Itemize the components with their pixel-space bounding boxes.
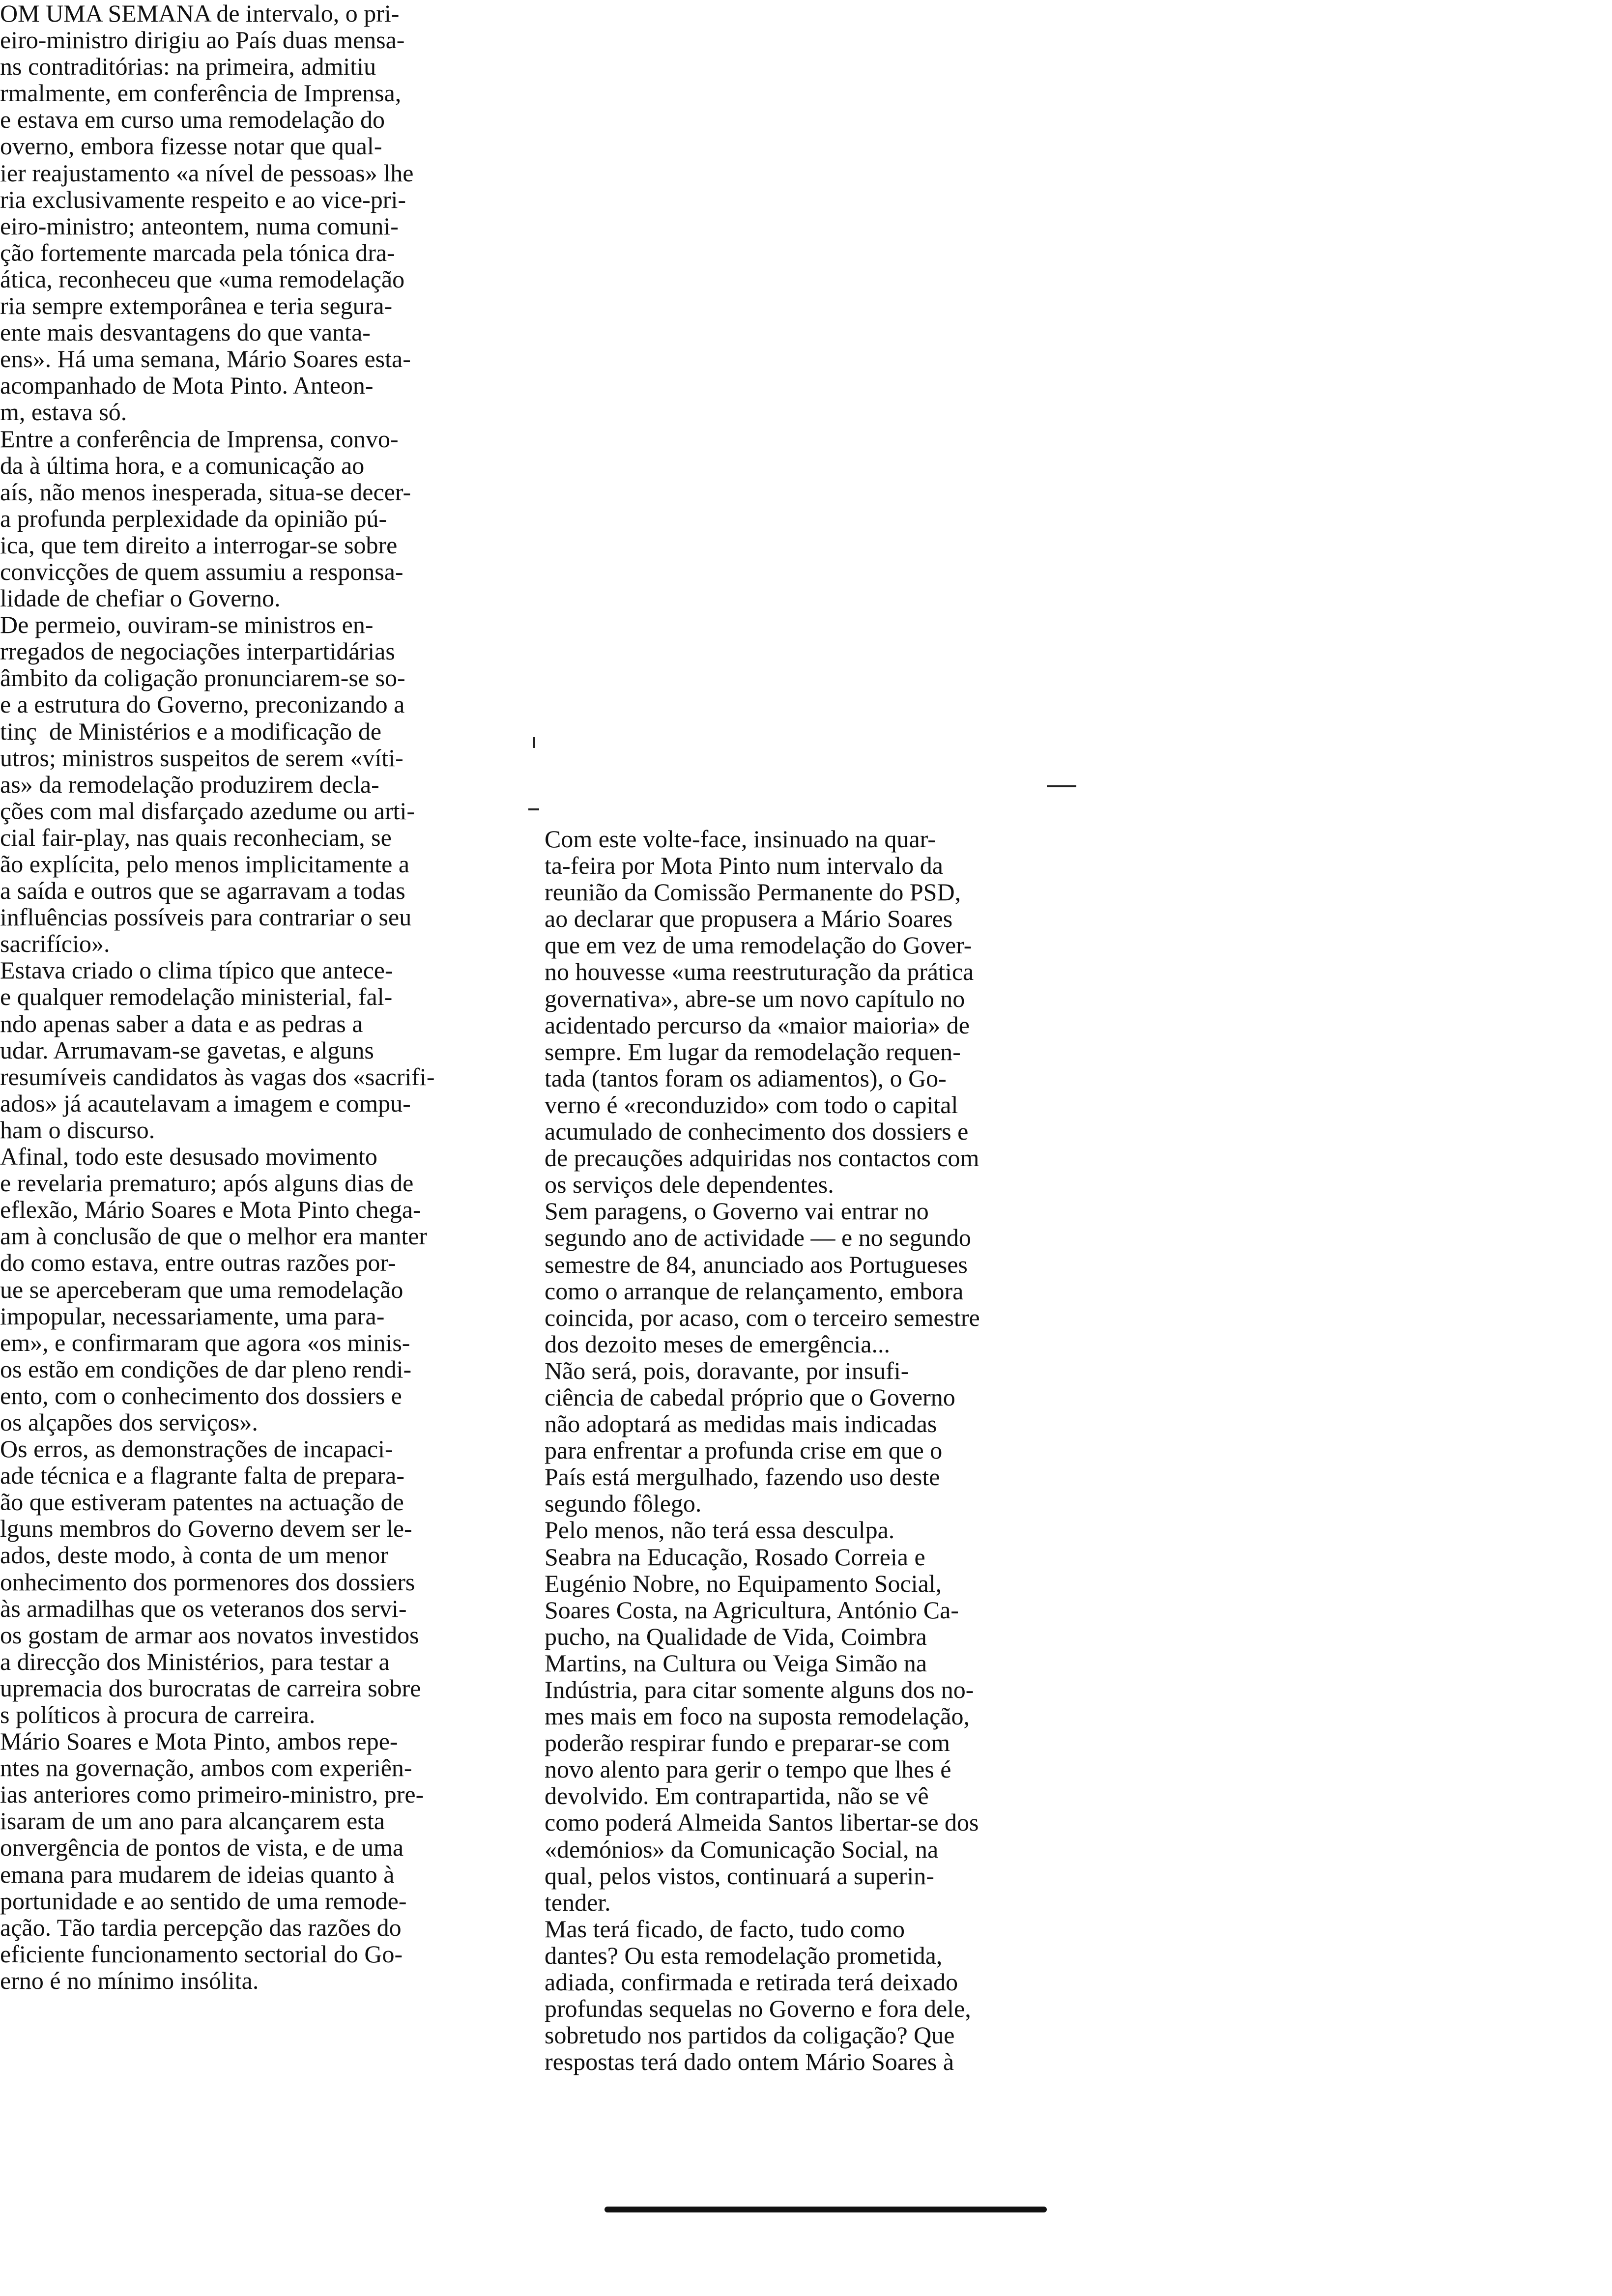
text-line: a profunda perplexidade da opinião pú- [0, 504, 387, 532]
text-line: ias anteriores como primeiro-ministro, pre- [0, 1780, 424, 1808]
text-line: tender. [545, 1888, 611, 1916]
left-column [0, 0, 516, 1994]
text-line: segundo fôlego. [545, 1490, 702, 1518]
text-line: em», e confirmaram que agora «os minis- [0, 1328, 410, 1356]
text-line: eiro-ministro dirigiu ao País duas mensa- [0, 26, 405, 54]
text-line: Sem paragens, o Governo vai entrar no [545, 1197, 929, 1225]
stray-mark [528, 808, 539, 810]
text-line: cial fair-play, nas quais reconheciam, se [0, 823, 392, 851]
text-line: Afinal, todo este desusado movimento [0, 1143, 377, 1171]
text-line: onvergência de pontos de vista, e de uma [0, 1834, 404, 1862]
text-line: rmalmente, em conferência de Imprensa, [0, 79, 402, 107]
text-line: erno é no mínimo insólita. [0, 1966, 259, 1994]
text-line: resumíveis candidatos às vagas dos «sacrifi- [0, 1062, 435, 1091]
text-line: ta-feira por Mota Pinto num intervalo da [545, 852, 943, 880]
text-line: ria sempre extemporânea e teria segura- [0, 292, 393, 320]
text-line: semestre de 84, anunciado aos Portugueses [545, 1250, 968, 1278]
text-line: acompanhado de Mota Pinto. Anteon- [0, 372, 374, 400]
text-line: como o arranque de relançamento, embora [545, 1277, 964, 1305]
text-line: lidade de chefiar o Governo. [0, 584, 281, 612]
text-line: tada (tantos foram os adiamentos), o Go- [545, 1064, 947, 1092]
text-line: Estava criado o clima típico que antece- [0, 956, 393, 984]
text-line: acidentado percurso da «maior maioria» de [545, 1011, 970, 1039]
text-line: reunião da Comissão Permanente do PSD, [545, 878, 961, 906]
text-line: Seabra na Educação, Rosado Correia e [545, 1543, 925, 1571]
text-line: portunidade e ao sentido de uma remode- [0, 1887, 407, 1915]
text-line: de precauções adquiridas nos contactos com [545, 1144, 979, 1172]
text-line: ática, reconheceu que «uma remodelação [0, 265, 405, 293]
text-line: segundo ano de actividade — e no segundo [545, 1224, 971, 1252]
text-line: ão que estiveram patentes na actuação de [0, 1488, 404, 1516]
text-line: ções com mal disfarçado azedume ou arti- [0, 797, 415, 825]
text-line: convicções de quem assumiu a responsa- [0, 557, 403, 585]
text-line: coincida, por acaso, com o terceiro semestre [545, 1303, 980, 1331]
text-line: e estava em curso uma remodelação do [0, 106, 385, 134]
text-line: dantes? Ou esta remodelação prometida, [545, 1941, 943, 1969]
text-line: ue se aperceberam que uma remodelação [0, 1275, 403, 1303]
text-line: e a estrutura do Governo, preconizando a [0, 690, 405, 718]
text-line: utros; ministros suspeitos de serem «víti- [0, 744, 403, 772]
text-line: País está mergulhado, fazendo uso deste [545, 1463, 940, 1491]
text-line: que em vez de uma remodelação do Gover- [545, 931, 972, 959]
text-line: poderão respirar fundo e preparar-se com [545, 1729, 950, 1757]
text-line: e qualquer remodelação ministerial, fal- [0, 983, 393, 1011]
text-line: ria exclusivamente respeito e ao vice-pri- [0, 185, 406, 213]
text-line: ciência de cabedal próprio que o Governo [545, 1383, 955, 1411]
text-line: Eugénio Nobre, no Equipamento Social, [545, 1569, 942, 1597]
text-line: ade técnica e a flagrante falta de prepara- [0, 1462, 405, 1490]
text-line: ento, com o conhecimento dos dossiers e [0, 1381, 402, 1409]
text-line: ier reajustamento «a nível de pessoas» lhe [0, 159, 414, 187]
text-line: isaram de um ano para alcançarem esta [0, 1807, 385, 1835]
text-line: emana para mudarem de ideias quanto à [0, 1860, 395, 1888]
text-line: sacrifício». [0, 930, 110, 958]
text-line: OM UMA SEMANA de intervalo, o pri- [0, 0, 400, 27]
text-line: governativa», abre-se um novo capítulo no [545, 984, 965, 1012]
text-line: os alçapões dos serviços». [0, 1408, 258, 1436]
text-line: Entre a conferência de Imprensa, convo- [0, 425, 399, 453]
text-line: verno é «reconduzido» com todo o capital [545, 1091, 958, 1119]
text-line: devolvido. Em contrapartida, não se vê [545, 1782, 929, 1810]
text-line: eflexão, Mário Soares e Mota Pinto chega- [0, 1196, 421, 1224]
text-line: os estão em condições de dar pleno rendi- [0, 1355, 412, 1383]
text-line: upremacia dos burocratas de carreira sobre [0, 1674, 421, 1702]
text-line: udar. Arrumavam-se gavetas, e alguns [0, 1036, 374, 1064]
text-line: às armadilhas que os veteranos dos servi- [0, 1594, 407, 1622]
text-line: respostas terá dado ontem Mário Soares à [545, 2048, 954, 2076]
text-line: do como estava, entre outras razões por- [0, 1249, 396, 1277]
right-column [545, 826, 1065, 2075]
text-line: mes mais em foco na suposta remodelação, [545, 1702, 970, 1730]
stray-mark [533, 737, 535, 748]
text-line: s políticos à procura de carreira. [0, 1701, 316, 1728]
text-line: sempre. Em lugar da remodelação requen- [545, 1037, 961, 1065]
text-line: influências possíveis para contrariar o seu [0, 903, 412, 931]
text-line: dos dezoito meses de emergência... [545, 1330, 891, 1358]
text-line: ados, deste modo, à conta de um menor [0, 1541, 389, 1569]
text-line: qual, pelos vistos, continuará a superin- [545, 1862, 934, 1890]
text-line: Mas terá ficado, de facto, tudo como [545, 1915, 905, 1943]
text-line: ndo apenas saber a data e as pedras a [0, 1009, 363, 1037]
text-line: De permeio, ouviram-se ministros en- [0, 611, 374, 639]
text-line: os gostam de armar aos novatos investidos [0, 1621, 419, 1649]
text-line: ens». Há uma semana, Mário Soares esta- [0, 345, 411, 373]
text-line: ao declarar que propusera a Mário Soares [545, 905, 953, 933]
text-line: acumulado de conhecimento dos dossiers e [545, 1118, 969, 1146]
text-line: ação. Tão tardia percepção das razões do [0, 1913, 402, 1941]
text-line: ica, que tem direito a interrogar-se sobre [0, 531, 398, 559]
text-line: e revelaria prematuro; após alguns dias de [0, 1169, 414, 1197]
text-line: Pelo menos, não terá essa desculpa. [545, 1516, 895, 1544]
text-line: sobretudo nos partidos da coligação? Que [545, 2021, 955, 2049]
text-line: profundas sequelas no Governo e fora dele, [545, 1995, 971, 2023]
text-line: os serviços dele dependentes. [545, 1171, 834, 1199]
text-line: para enfrentar a profunda crise em que o [545, 1436, 943, 1464]
text-line: Os erros, as demonstrações de incapaci- [0, 1435, 393, 1463]
text-line: adiada, confirmada e retirada terá deixado [545, 1968, 958, 1996]
text-line: am à conclusão de que o melhor era manter [0, 1222, 428, 1250]
text-line: as» da remodelação produzirem decla- [0, 770, 379, 798]
stray-mark [1047, 785, 1076, 787]
text-line: novo alento para gerir o tempo que lhes é [545, 1755, 951, 1783]
text-line: ntes na governação, ambos com experiên- [0, 1754, 412, 1782]
text-line: da à última hora, e a comunicação ao [0, 451, 365, 479]
text-line: Com este volte-face, insinuado na quar- [545, 825, 936, 853]
text-line: impopular, necessariamente, uma para- [0, 1302, 385, 1330]
text-line: ente mais desvantagens do que vanta- [0, 318, 371, 346]
text-line: tinç de Ministérios e a modificação de [0, 717, 382, 745]
text-line: como poderá Almeida Santos libertar-se dos [545, 1808, 979, 1837]
text-line: Indústria, para citar somente alguns dos no- [545, 1676, 974, 1703]
text-line: onhecimento dos pormenores dos dossiers [0, 1568, 415, 1596]
text-line: não adoptará as medidas mais indicadas [545, 1410, 937, 1438]
text-line: overno, embora fizesse notar que qual- [0, 132, 382, 160]
text-line: ção fortemente marcada pela tónica dra- [0, 238, 395, 266]
text-line: ham o discurso. [0, 1116, 155, 1144]
text-line: ados» já acautelavam a imagem e compu- [0, 1089, 411, 1117]
text-line: «demónios» da Comunicação Social, na [545, 1835, 939, 1863]
text-line: no houvesse «uma reestruturação da prática [545, 958, 974, 986]
text-line: eiro-ministro; anteontem, numa comuni- [0, 212, 399, 240]
text-line: pucho, na Qualidade de Vida, Coimbra [545, 1622, 927, 1650]
text-line: Martins, na Cultura ou Veiga Simão na [545, 1649, 927, 1677]
text-line: Não será, pois, doravante, por insufi- [545, 1356, 909, 1384]
text-line: ão explícita, pelo menos implicitamente a [0, 850, 410, 878]
text-line: aís, não menos inesperada, situa-se decer- [0, 478, 411, 506]
text-line: m, estava só. [0, 398, 127, 426]
text-line: Mário Soares e Mota Pinto, ambos repe- [0, 1727, 398, 1755]
text-line: a direcção dos Ministérios, para testar a [0, 1647, 390, 1675]
text-line: a saída e outros que se agarravam a todas [0, 877, 405, 905]
text-line: ns contraditórias: na primeira, admitiu [0, 53, 376, 81]
text-line: lguns membros do Governo devem ser le- [0, 1515, 412, 1543]
text-line: Soares Costa, na Agricultura, António Ca- [545, 1596, 959, 1624]
closing-rule [604, 2207, 1047, 2212]
text-line: rregados de negociações interpartidárias [0, 637, 395, 665]
text-line: eficiente funcionamento sectorial do Go- [0, 1940, 403, 1968]
text-line: âmbito da coligação pronunciarem-se so- [0, 664, 405, 692]
